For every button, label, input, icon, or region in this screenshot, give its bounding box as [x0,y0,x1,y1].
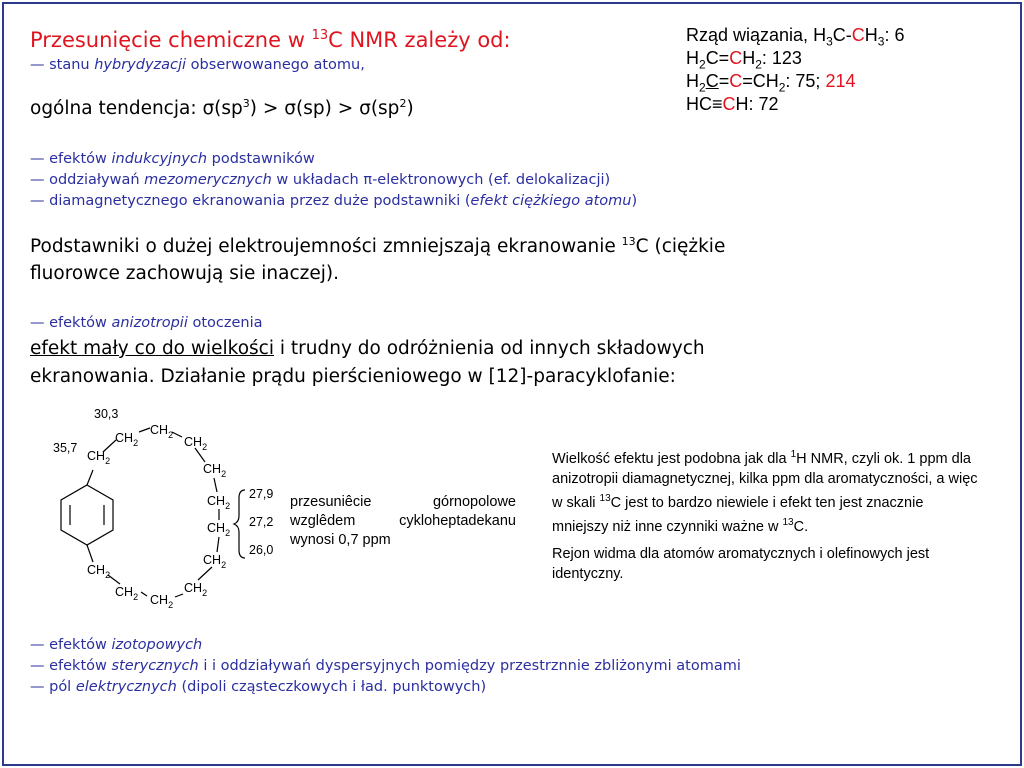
benzene-ring [61,485,113,545]
svg-text:CH2: $CH_2$ [207,521,231,538]
slide-title: Przesunięcie chemiczne w $^{13}$C NMR zależy od: [30,28,511,52]
anisotropy-text-2: ekranowania. Działanie prądu pierścieniowego w [12]-paracyklofanie: [30,366,676,387]
svg-text:CH2: $CH_2$ [184,581,208,598]
ch2-a [87,449,110,466]
upfield-shift-note: przesuniêcie górnopolowe wzglêdem cykloheptadekanu wynosi 0,7 ppm [290,494,516,548]
shift-35-7: 35,7 [53,441,78,455]
substituents-line-2: fluorowce zachowują sie inaczej). [30,263,339,284]
inductive-effects-line: — efektów indukcyjnych podstawników [30,151,315,167]
svg-text:CH2: $CH_2$ [203,462,227,479]
ch2-l [87,563,110,580]
bond-order-line-2: $H_2C=CH_2$: 123 [686,48,802,72]
ch2-groups [87,423,230,610]
svg-text:CH2: $CH_2$ [150,423,174,440]
effect-size-note [552,445,982,592]
ch2-k [115,585,138,602]
mesomeric-line: — oddziaływań mezomerycznych w układach π-elektronowych (ef. delokalizacji) [30,172,611,188]
anisotropy-line: — efektów anizotropii otoczenia [30,315,263,331]
svg-text:CH2: $CH_2$ [184,435,208,452]
shift-27-9: 27,9 [249,487,274,501]
ch2-j [150,593,173,610]
shift-27-2: 27,2 [249,515,274,529]
anisotropy-text-1: efekt mały co do wielkości i trudny do odróżnienia od innych składowych [30,338,705,359]
ch2-i [184,581,207,598]
svg-text:CH2: $CH_2$ [87,449,111,466]
ch2-b [115,431,138,448]
diamagnetic-line: — diamagnetycznego ekranowania przez duże podstawniki (efekt ciężkiego atomu) [30,193,638,209]
shift-30-3: 30,3 [94,407,119,421]
bond-order-line-1: Rząd wiązania, $H_3C-CH_3$: 6 [686,25,905,49]
shift-26-0: 26,0 [249,543,274,557]
ch2-f [207,494,230,511]
ch2-h [203,553,226,570]
note-paragraph-1: Wielkość efektu jest podobna jak dla $^1$H NMR, czyli ok. 1 ppm dla anizotropii diamagnetycznej, kilka ppm dla aromatyczności, a więc w skali $^{13}$C jest to bardzo niewiele i efekt ten jest znacznie mniejszy niż inne czynniki ważne w $^{13}$C. [552,449,978,535]
svg-text:CH2: $CH_2$ [87,563,111,580]
bond-order-line-4: HC≡CH: 72 [686,94,779,114]
ch2-e [203,462,226,479]
general-trend: ogólna tendencja: $\sigma(sp^3) > \sigma(sp) > \sigma(sp^2)$ [30,97,414,120]
steric-line: — efektów sterycznych i i oddziaływań dyspersyjnych pomiędzy przestrznnie zbliżonymi atomami [30,658,741,674]
svg-text:CH2: $CH_2$ [207,494,231,511]
svg-text:CH2: $CH_2$ [150,593,174,610]
hybridization-line: — stanu hybrydyzacji obserwowanego atomu, [30,57,365,73]
note-paragraph-2: Rejon widma dla atomów aromatycznych i olefinowych jest identyczny. [552,546,930,583]
electric-fields-line: — pól elektrycznych (dipoli cząsteczkowych i ład. punktowych) [30,679,487,695]
ch2-g [207,521,230,538]
substituents-line-1: Podstawniki o dużej elektroujemności zmniejszają ekranowanie $^{13}$C (ciężkie [30,235,726,258]
isotope-line: — efektów izotopowych [30,637,203,653]
ch2-c [150,423,173,440]
bond-order-line-3: $H_2C=C=CH_2$: 75; 214 [686,71,856,95]
svg-text:CH2: $CH_2$ [115,585,139,602]
svg-text:CH2: $CH_2$ [115,431,139,448]
svg-text:CH2: $CH_2$ [203,553,227,570]
